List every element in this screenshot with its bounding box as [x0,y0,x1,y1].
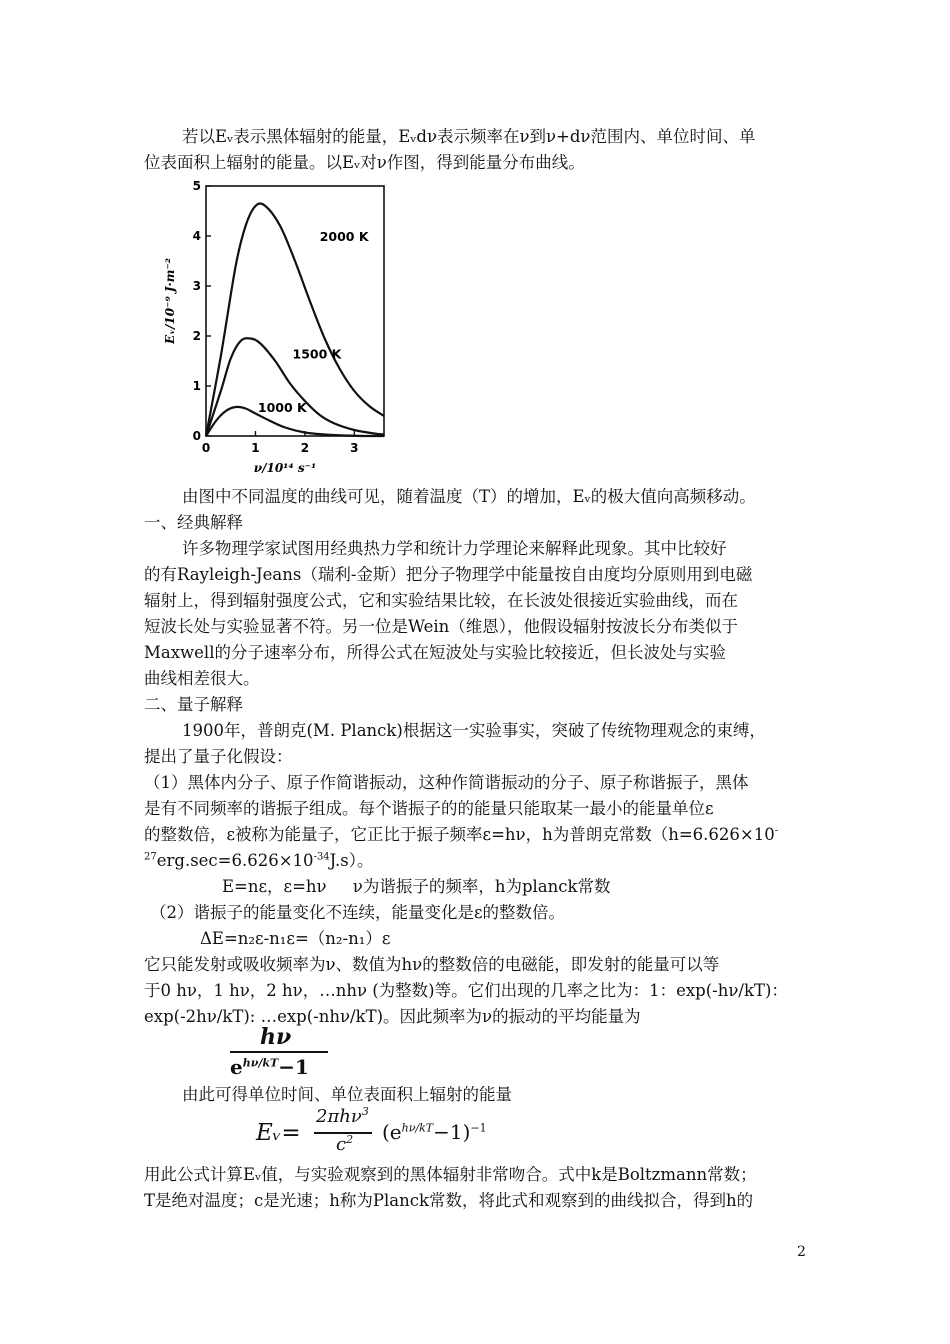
text-run: 2πhν [316,1106,362,1127]
formula-numerator [316,1106,369,1127]
heading-quantum: 二、量子解释 [144,695,243,714]
text-run: (e [382,1120,402,1144]
chart-axes [206,186,384,436]
paragraph-emission-line3: exp(-2hν/kT): …exp(-nhν/kT)。因此频率为ν的振动的平均能量为 [144,1007,641,1026]
paragraph-classical-line6: 曲线相差很大。 [144,669,260,688]
paragraph-hypothesis1-line1: （1）黑体内分子、原子作简谐振动，这种作简谐振动的分子、原子称谐振子，黑体 [144,773,749,792]
paragraph-hypothesis2: （2）谐振子的能量变化不连续，能量变化是ε的整数倍。 [150,903,566,922]
formula-denominator [230,1055,309,1079]
superscript: hν/kT [242,1056,279,1070]
paragraph-conclusion-line2: T是绝对温度；c是光速；h称为Planck常数，将此式和观察到的曲线拟合，得到h的 [144,1191,754,1210]
text-run: e [230,1055,243,1079]
equation-energy-change: ΔE=n₂ε-n₁ε=（n₂-n₁）ε [200,929,391,948]
paragraph-classical-line4: 短波长处与实验显著不符。另一位是Wein（维恩），他假设辐射按波长分布类似于 [144,617,739,636]
paragraph-classical-line1: 许多物理学家试图用经典热力学和统计力学理论来解释此现象。其中比较好 [182,539,727,558]
formula-parenthesis [382,1120,487,1144]
equation-energy-quantum: E=nε，ε=hν ν为谐振子的频率，h为planck常数 [222,877,611,896]
y-tick-label: 1 [192,379,201,393]
formula-denominator [336,1134,353,1155]
y-tick-label: 0 [192,429,201,443]
x-axis-label: ν/10¹⁴ s⁻¹ [253,461,317,475]
plot-frame [206,186,384,436]
superscript: 2 [346,1133,354,1146]
fraction-bar [230,1051,328,1053]
y-axis-label: Eᵥ/10⁻⁹ J·m⁻² [163,257,177,345]
superscript: −1 [470,1121,487,1135]
y-tick-label: 5 [192,179,201,193]
y-tick-label: 3 [192,279,201,293]
paragraph-planck-line2: 提出了量子化假设： [144,747,293,766]
series-label: 1000 K [257,400,307,415]
paragraph-planck-line1: 1900年，普朗克(M. Planck)根据这一实验事实，突破了传统物理观念的束缚， [182,721,766,740]
formula-planck-law [256,1106,536,1162]
superscript: 27 [144,851,157,863]
superscript: - [774,825,779,837]
text-run: erg.sec=6.626×10 [156,851,314,870]
paragraph-classical-line5: Maxwell的分子速率分布，所得公式在短波处与实验比较接近，但长波处与实验 [144,643,726,662]
paragraph-conclusion-line1: 用此公式计算Eᵥ值，与实验观察到的黑体辐射非常吻合。式中k是Boltzmann常数； [144,1165,757,1184]
x-tick-label: 3 [350,441,359,455]
paragraph-classical-line2: 的有Rayleigh-Jeans（瑞利-金斯）把分子物理学中能量按自由度均分原则用到电磁 [144,565,753,584]
paragraph-classical-line3: 辐射上，得到辐射强度公式，它和实验结果比较，在长波处很接近实验曲线，而在 [144,591,738,610]
paragraph-hypothesis1-line3 [144,822,810,848]
text-run: −1) [433,1120,471,1144]
series-label: 2000 K [319,229,369,244]
superscript: -34 [313,851,330,863]
superscript: 3 [361,1105,369,1118]
paragraph-emission-line1: 它只能发射或吸收频率为ν、数值为hν的整数倍的电磁能，即发射的能量可以等 [144,955,720,974]
text-run: 的整数倍，ε被称为能量子，它正比于振子频率ε=hν，h为普朗克常数（h=6.626×10 [144,825,775,844]
paragraph-intro-line2: 位表面积上辐射的能量。以Eᵥ对ν作图，得到能量分布曲线。 [144,153,585,172]
y-tick-label: 2 [192,329,201,343]
text-run: c [336,1134,347,1155]
formula-numerator: hν [260,1024,292,1050]
paragraph-hypothesis1-line2: 是有不同频率的谐振子组成。每个谐振子的的能量只能取某一最小的能量单位ε [144,799,714,818]
formula-average-energy [230,1024,330,1080]
paragraph-radiation-energy: 由此可得单位时间、单位表面积上辐射的能量 [182,1085,512,1104]
paragraph-intro-line1: 若以Eᵥ表示黑体辐射的能量，Eᵥdν表示频率在ν到ν+dν范围内、单位时间、单 [182,127,756,146]
y-tick-label: 4 [192,229,201,243]
page-number: 2 [797,1244,806,1260]
energy-distribution-chart [160,176,400,476]
superscript: hν/kT [401,1121,434,1135]
x-tick-label: 0 [201,441,211,455]
paragraph-hypothesis1-line4 [144,848,810,874]
heading-classical: 一、经典解释 [144,513,243,532]
paragraph-observation: 由图中不同温度的曲线可见，随着温度（T）的增加，Eᵥ的极大值向高频移动。 [182,487,756,506]
text-run: −1 [278,1055,309,1079]
formula-lhs: Eᵥ= [256,1120,301,1146]
text-run: J.s）。 [329,851,374,870]
paragraph-emission-line2: 于0 hν，1 hν，2 hν，…nhν (为整数)等。它们出现的几率之比为：1：exp(-hν/kT)： [144,981,788,1000]
x-tick-label: 1 [251,441,260,455]
x-tick-label: 2 [300,441,310,455]
series-label: 1500 K [292,346,342,362]
